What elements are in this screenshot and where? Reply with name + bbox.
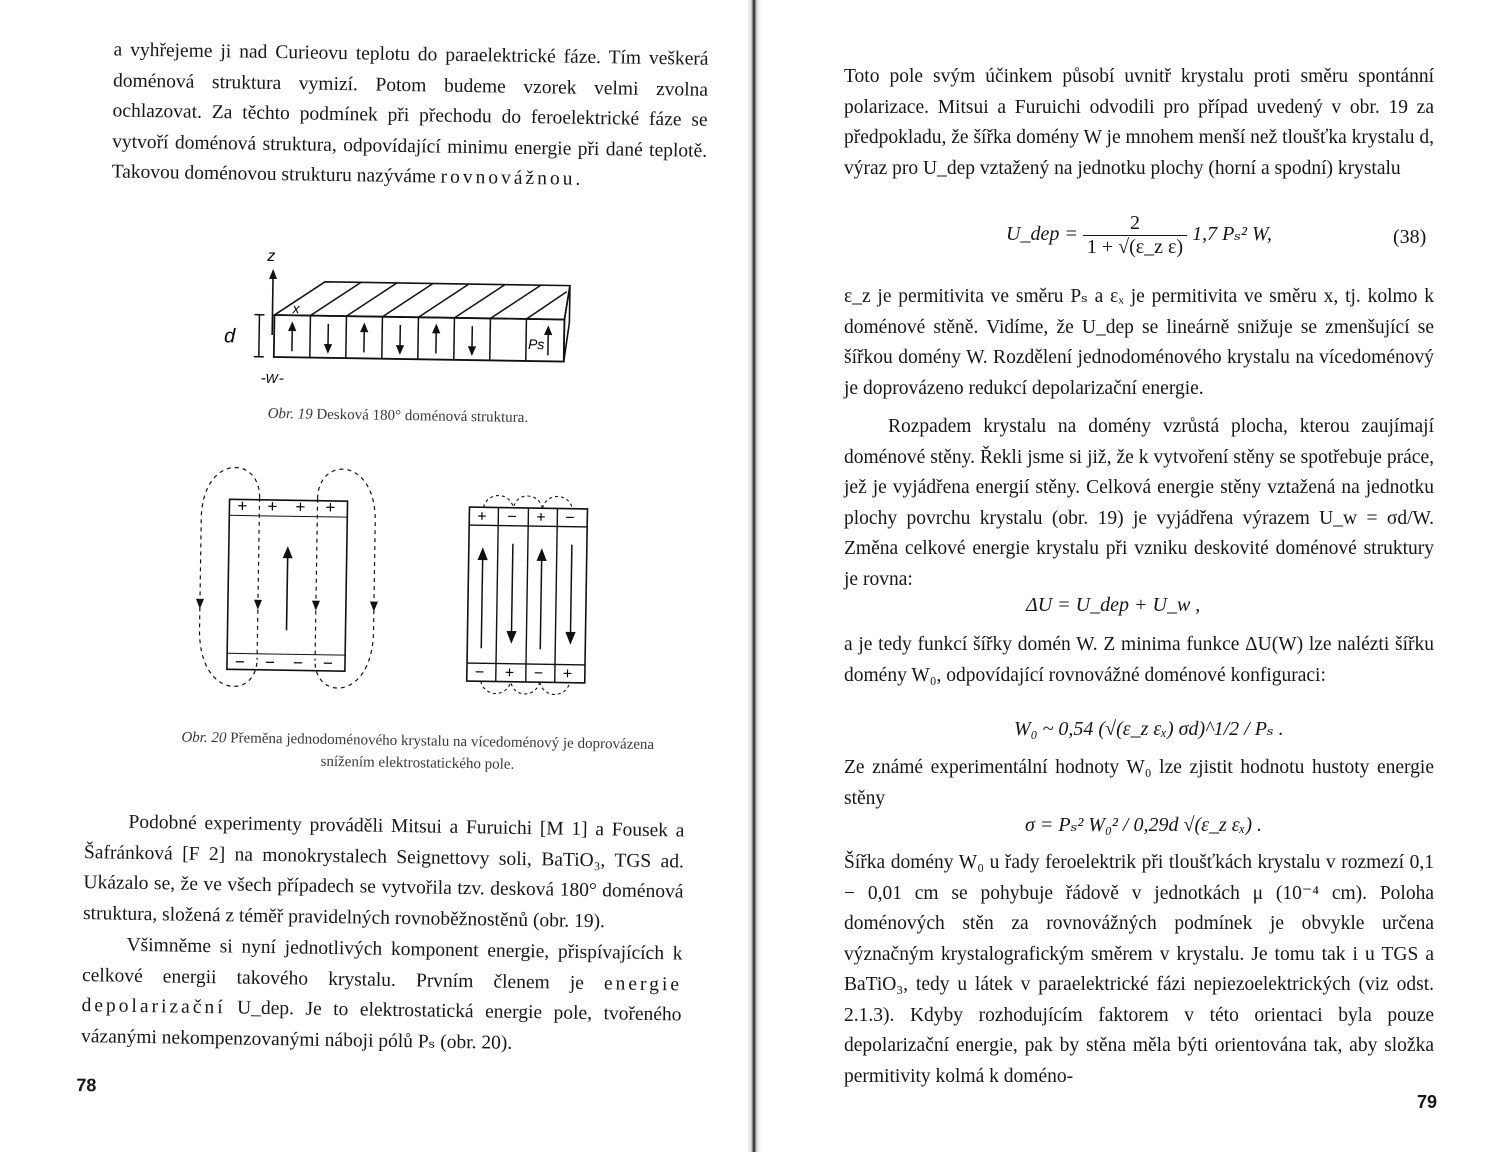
left-page-number: 78 [76, 1075, 96, 1096]
crystal-side-face [564, 286, 570, 362]
svg-text:−: − [293, 653, 303, 672]
z-axis-label: z [266, 248, 275, 265]
left-paragraph-1 [111, 35, 708, 197]
svg-text:−: − [507, 509, 517, 526]
formula-38-lhs: U_dep = [1006, 223, 1078, 245]
svg-text:−: − [565, 510, 575, 527]
equation-number-38: (38) [1393, 226, 1426, 249]
svg-text:−: − [265, 653, 275, 672]
formula-38-numerator: 2 [1083, 212, 1187, 236]
right-paragraph-5: Ze známé experimentální hodnoty W₀ lze zjistit hodnotu hustoty energie stěny [844, 753, 1434, 814]
svg-text:+: + [505, 665, 515, 682]
right-paragraph-1: Toto pole svým účinkem působí uvnitř krystalu proti směru spontánní polarizace. Mitsui a Furuichi odvodili pro případ uvedený v obr. 19 za předpokladu, že šířka domény W je mnohem menší než tloušťka krystalu d, výraz pro U_dep vztažený na jednotku plochy (horní a spodní) krystalu [844, 62, 1434, 184]
formula-delta-u: ΔU = U_dep + U_w , [1026, 594, 1200, 617]
svg-text:+: + [325, 498, 335, 517]
bottom-charges-multi [475, 664, 573, 683]
svg-text:−: − [323, 654, 333, 673]
svg-text:+: + [267, 497, 277, 516]
right-paragraph-6: Šířka domény W₀ u řady feroelektrik při tloušťkách krystalu v rozmezí 0,1 − 0,01 cm se pohybuje řádově v jednotkách μ (10⁻⁴ cm). Poloha doménových stěn za rovnovážných podmínek je obvykle určena význačným krystalografickým směrem v krystalu. Je tomu tak i u TGS a BaTiO₃, tedy u látek v paraelektrické fázi nepiezoelektrických (viz odst. 2.1.3). Kdyby rozhodujícím faktorem v této orientaci byla pouze depolarizační energie, pak by stěna měla býti orientována tak, aby složka permitivity kolmá k doméno- [844, 848, 1434, 1092]
w-label: W [265, 371, 279, 386]
figure-20-caption-text: Přeměna jednodoménového krystalu na vícedoménový je doprovázena snížením elektrostatického pole. [230, 730, 654, 772]
right-page [761, 0, 1506, 1152]
term-rovnovazna: rovnovážnou. [440, 167, 583, 190]
left-paragraph-3-text-a: Všimněme si nyní jednotlivých komponent energie, přispívajících k celkové energii takového krystalu. Prvním členem je [82, 935, 683, 994]
formula-sigma: σ = Pₛ² W₀² / 0,29d √(ε_z εₓ) . [1025, 812, 1262, 837]
figure-19-caption [218, 405, 578, 428]
svg-text:−: − [475, 664, 485, 681]
z-axis-line [272, 273, 273, 335]
right-paragraph-3: Rozpadem krystalu na domény vzrůstá plocha, kterou zaujímají doménové stěny. Řekli jsme si již, že k vytvoření stěny se spotřebuje práce, jež je vyjádřena energií stěny. Celková energie stěny vztažená na jednotku plochy povrchu krystalu (obr. 19) je vyjádřena výrazem U_w = σd/W. Změna celkové energie krystalu při vzniku deskovité doménové struktury je rovna: [844, 412, 1434, 595]
ps-label: Ps [528, 336, 545, 352]
svg-text:+: + [295, 497, 305, 516]
x-axis-label: x [291, 300, 300, 316]
polarization-arrows [289, 323, 551, 355]
term-depolarization-energy: energie depolarizační [81, 973, 682, 1019]
svg-text:+: + [536, 509, 546, 526]
right-paragraph-2: ε_z je permitivita ve směru Pₛ a εₓ je permitivita ve směru x, tj. kolmo k doménové stěně. Vidíme, že U_dep se lineárně snižuje se zmenšující se šířkou domény W. Rozdělení jednodoménového krystalu na vícedoménový je doprovázeno redukcí depolarizační energie. [844, 282, 1434, 404]
d-label: d [224, 325, 236, 347]
svg-text:+: + [563, 666, 573, 683]
figure-20-caption [152, 726, 683, 778]
single-domain-arrowhead [283, 546, 293, 558]
left-paragraph-3 [81, 930, 683, 1061]
right-paragraph-4: a je tedy funkcí šířky domén W. Z minima funkce ΔU(W) lze nalézti šířku domény W₀, odpovídající rovnovážné doménové konfiguraci: [844, 630, 1434, 691]
figure-20-caption-prefix: Obr. 20 [181, 730, 226, 747]
left-paragraph-3-text-b: U_dep. Je to elektrostatická energie pole, tvořeného vázanými nekompenzovanými náboji pólů Pₛ (obr. 20). [81, 997, 682, 1053]
figure-19-caption-prefix: Obr. 19 [267, 406, 312, 423]
formula-w0: W₀ ~ 0,54 (√(ε_z εₓ) σd)^1/2 / Pₛ . [1014, 716, 1284, 741]
formula-38-fraction [1083, 212, 1187, 259]
multi-domain-walls [467, 507, 588, 683]
top-charges-multi [477, 508, 575, 527]
left-paragraph-2: Podobné experimenty prováděli Mitsui a Furuichi [M 1] a Fousek a Šafránková [F 2] na monokrystalech Seignettovy soli, BaTiO₃, TGS ad. Ukázalo se, že ve všech případech se vytvořila tzv. desková 180° doménová struktura, složená z téměř pravidelných rovnoběžnostěnů (obr. 19). [83, 807, 685, 938]
figure-20-depolarization [188, 459, 612, 721]
left-paragraph-1-text: a vyhřejeme ji nad Curieovu teplotu do paraelektrické fáze. Tím veškerá doménová struktura vymizí. Potom budeme vzorek velmi zvolna ochlazovat. Za těchto podmínek při přechodu do feroelektrické fáze se vytvoří doménová struktura, odpovídající minimu energie při dané teplotě. Takovou doménovou strukturu nazýváme [112, 39, 709, 187]
formula-38-rhs: 1,7 Pₛ² W, [1192, 223, 1272, 245]
right-page-number: 79 [1417, 1092, 1437, 1113]
formula-38 [1006, 212, 1272, 259]
single-domain-polarization [287, 552, 288, 630]
thickness-marker [254, 315, 265, 357]
svg-text:+: + [237, 496, 247, 515]
formula-38-denominator: 1 + √(ε_z ε) [1083, 236, 1187, 259]
z-axis-arrowhead [269, 269, 277, 279]
crystal-top-face [274, 281, 569, 320]
svg-text:−: − [534, 665, 544, 682]
left-page [0, 0, 747, 1152]
svg-text:−: − [235, 652, 245, 671]
figure-19-caption-text: Desková 180° doménová struktura. [316, 407, 528, 426]
figure-19-domain-structure [203, 242, 585, 393]
svg-text:+: + [477, 508, 487, 525]
